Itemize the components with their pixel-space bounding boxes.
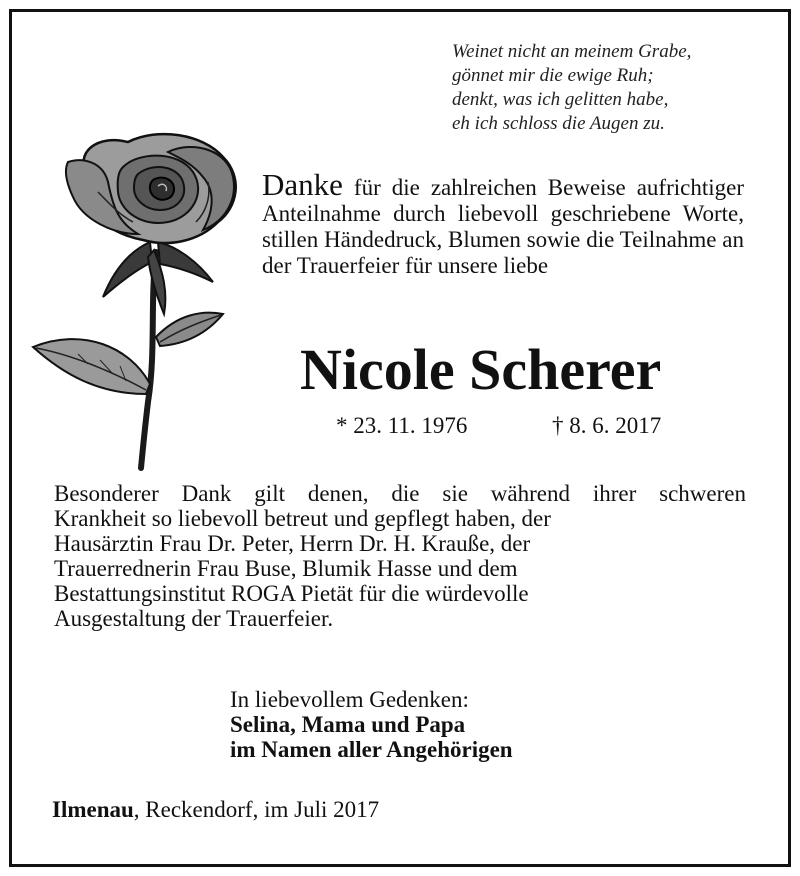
special-thanks — [54, 481, 746, 631]
special-thanks-line: Bestattungsinstitut ROGA Pietät für die würdevolle — [54, 581, 529, 606]
town-name: Ilmenau — [52, 797, 134, 822]
poem-line: Weinet nicht an meinem Grabe, — [452, 41, 692, 62]
rose-leaf — [33, 339, 150, 394]
thanks-text — [262, 167, 744, 279]
poem-line: gönnet mir die ewige Ruh; — [452, 65, 654, 86]
thanks-first-word: Danke — [262, 167, 343, 202]
death-date: † 8. 6. 2017 — [552, 413, 662, 438]
rose-center — [150, 178, 174, 200]
poem-line: eh ich schloss die Augen zu. — [452, 113, 665, 134]
memory-block — [230, 687, 590, 762]
special-thanks-line: Hausärztin Frau Dr. Peter, Herrn Dr. H. Krauße, der — [54, 531, 531, 556]
rose-sepal — [158, 242, 213, 282]
special-thanks-line: Besonderer Dank gilt denen, die sie während ihrer schweren — [54, 481, 746, 506]
rose-illustration — [28, 122, 253, 472]
poem — [452, 40, 772, 136]
poem-line: denkt, was ich gelitten habe, — [452, 89, 669, 110]
thanks-body: für die zahlreichen Beweise aufrichtiger Anteilnahme durch liebevoll geschriebene Worte, stillen Händedruck, Blumen sowie die Teilnahme an der Trauerfeier für unsere liebe — [262, 175, 744, 278]
mourners-line: im Namen aller Angehörigen — [230, 737, 513, 762]
mourners-line: Selina, Mama und Papa — [230, 712, 466, 737]
special-thanks-line: Krankheit so liebevoll betreut und gepflegt haben, der — [54, 506, 551, 531]
place-rest: , Reckendorf, im Juli 2017 — [133, 797, 380, 822]
rose-sepal — [103, 242, 152, 297]
memory-intro: In liebevollem Gedenken: — [230, 687, 469, 712]
special-thanks-line: Ausgestaltung der Trauerfeier. — [54, 606, 334, 631]
special-thanks-line: Trauerrednerin Frau Buse, Blumik Hasse und dem — [54, 556, 518, 581]
deceased-name: Nicole Scherer — [300, 337, 662, 402]
birth-date: * 23. 11. 1976 — [336, 413, 468, 438]
place-date — [52, 797, 379, 823]
